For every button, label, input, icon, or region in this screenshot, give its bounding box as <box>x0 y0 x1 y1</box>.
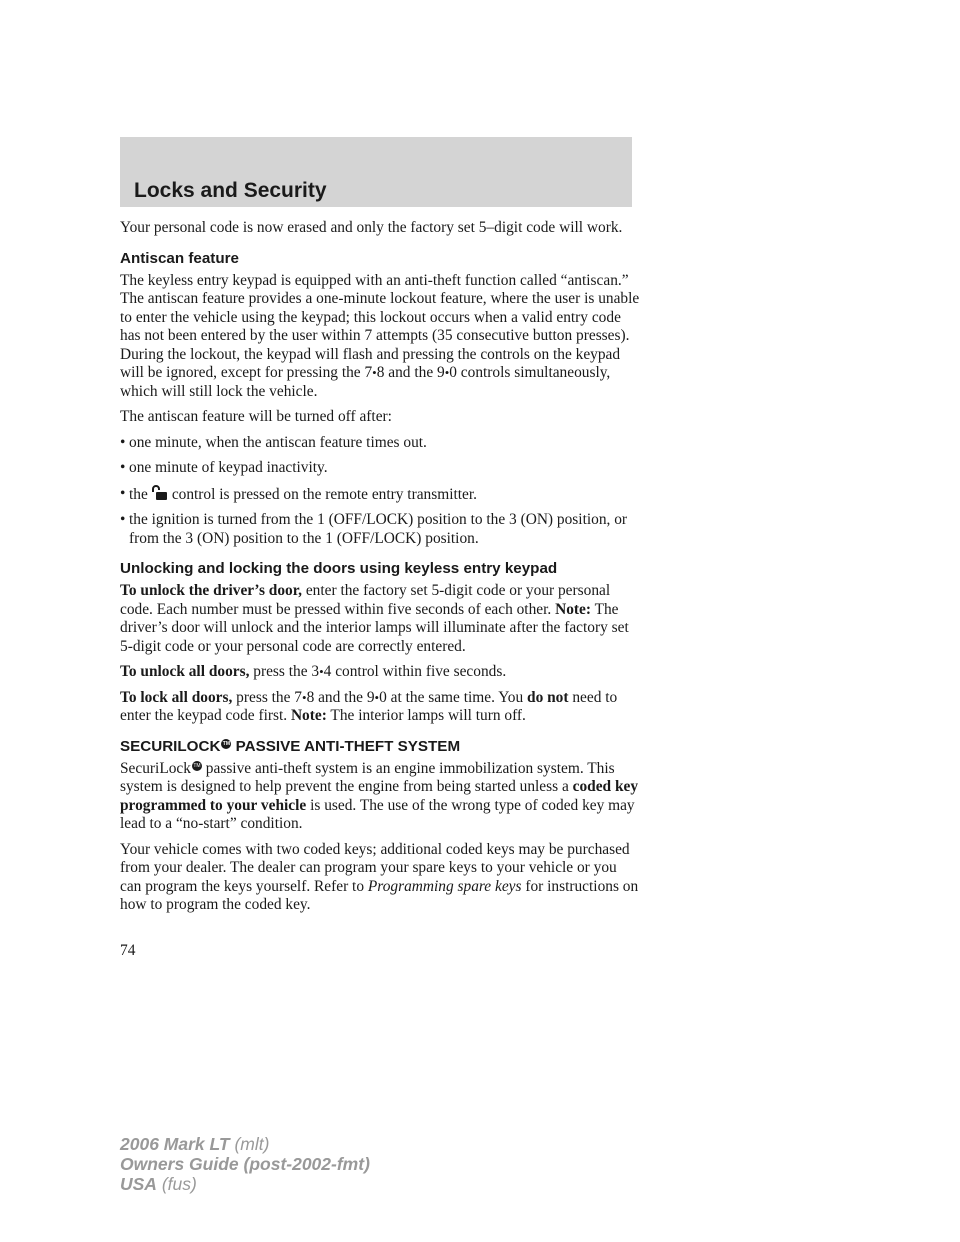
paragraph-antiscan-description: The keyless entry keypad is equipped with an anti-theft function called “antiscan.” The antiscan feature provides a one-minute lockout feature, where the user is unable to enter the vehicle using the keypad; this lockout occurs when a valid entry code has not been entered by the user within 7 attempts (35 consecutive button presses). During the lockout, the keypad will flash and pressing the controls on the keypad will be ignored, except for pressing the 7•8 and the 9•0 controls simultaneously, which will still lock the vehicle. <box>120 271 640 400</box>
paragraph-unlock-driver-door: To unlock the driver’s door, enter the factory set 5-digit code or your personal code. Each number must be pressed within five seconds of each other. Note: The driver’s door will unlock and the interior lamps will illuminate after the factory set 5-digit code or your personal code are correctly entered. <box>120 582 629 655</box>
footer-line-guide: Owners Guide (post-2002-fmt) <box>120 1154 370 1174</box>
footer-line-market: USA (fus) <box>120 1174 197 1194</box>
page-number: 74 <box>120 942 136 959</box>
heading-keypad: Unlocking and locking the doors using keyless entry keypad <box>120 560 558 577</box>
unlock-icon <box>150 485 170 501</box>
bullet-icon: • <box>120 484 126 502</box>
bullet-icon: • <box>120 511 126 528</box>
heading-securilock: SECURILOCK TM PASSIVE ANTI-THEFT SYSTEM <box>120 737 461 755</box>
bullet-dot-separator: • <box>444 365 450 380</box>
antiscan-off-list <box>120 434 640 549</box>
section-header-band <box>120 137 632 207</box>
footer-line-model: 2006 Mark LT (mlt) <box>120 1134 270 1154</box>
document-footer <box>120 1134 370 1194</box>
paragraph-antiscan-off: The antiscan feature will be turned off after: <box>120 408 392 425</box>
paragraph-unlock-all-doors: To unlock all doors, press the 3•4 control within five seconds. <box>120 663 507 680</box>
bullet-icon: • <box>120 459 126 476</box>
bullet-dot-separator: • <box>302 689 307 705</box>
list-item: • the control is pressed on the remote entry transmitter. <box>120 484 477 503</box>
trademark-icon: TM <box>193 762 201 769</box>
trademark-icon: TM <box>222 740 231 747</box>
list-item: • one minute, when the antiscan feature times out. <box>120 433 427 451</box>
bullet-dot-separator: • <box>319 664 324 679</box>
list-item: • one minute of keypad inactivity. <box>120 459 328 476</box>
heading-antiscan: Antiscan feature <box>120 249 240 267</box>
list-item: • the ignition is turned from the 1 (OFF/LOCK) position to the 3 (ON) position, or from the 3 (ON) position to the 1 (OFF/LOCK) position. <box>120 511 628 547</box>
bullet-dot-separator: • <box>374 689 380 705</box>
bullet-dot-separator: • <box>372 365 377 380</box>
paragraph-securilock-description: SecuriLock TM passive anti-theft system is an engine immobilization system. This system is designed to help prevent the engine from being started unless a coded key programmed to your vehicle is used. The use of the wrong type of coded key may lead to a “no-start” condition. <box>120 759 639 832</box>
paragraph-coded-keys: Your vehicle comes with two coded keys; additional coded keys may be purchased from your dealer. The dealer can program your spare keys to your vehicle or you can program the keys yourself. Refer to Programming spare keys for instructions on how to program the coded key. <box>120 840 639 913</box>
bullet-icon: • <box>120 433 126 451</box>
paragraph-lock-all-doors: To lock all doors, press the 7•8 and the 9•0 at the same time. You do not need to enter the keypad code first. Note: The interior lamps will turn off. <box>120 688 618 724</box>
page-content <box>120 219 640 922</box>
section-title: Locks and Security <box>134 179 327 202</box>
paragraph-code-erased: Your personal code is now erased and only the factory set 5–digit code will work. <box>120 219 623 236</box>
